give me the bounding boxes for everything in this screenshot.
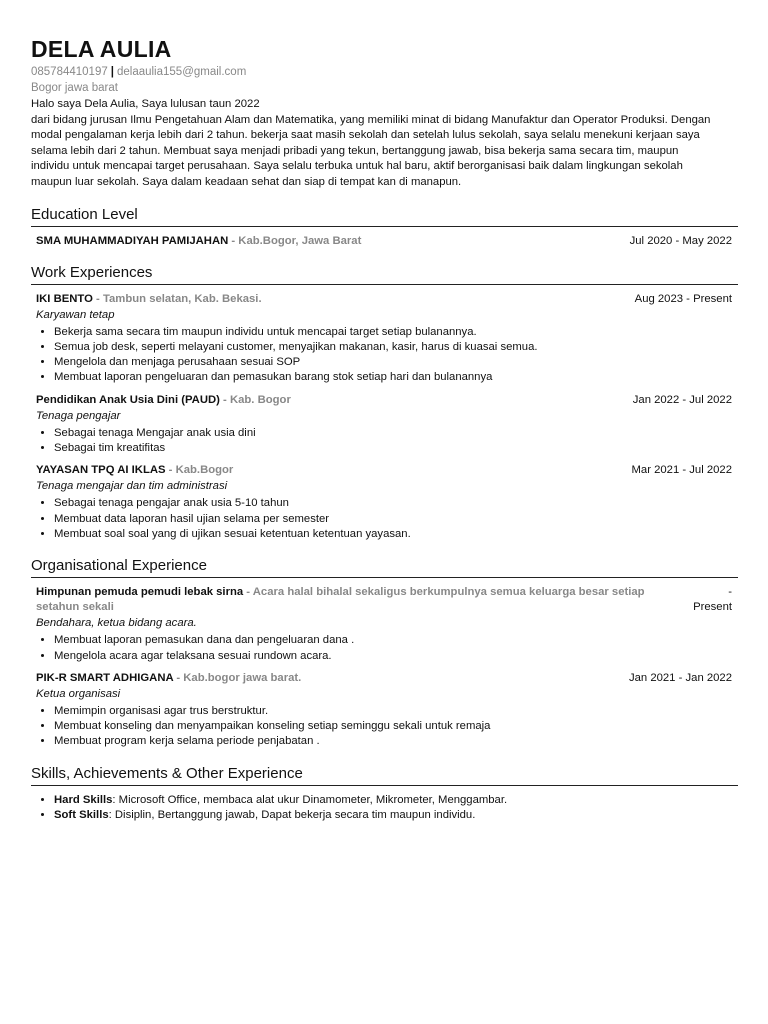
entry-org-line — [36, 585, 676, 615]
entry-org-line — [36, 234, 361, 249]
entry-org-line — [36, 671, 301, 686]
entry-place: - Acara halal bihalal sekaligus berkumpulnya semua keluarga besar setiap setahun sekali — [36, 586, 645, 614]
entry-header — [36, 292, 732, 307]
entry-dates: Aug 2023 - Present — [634, 292, 732, 305]
entry-bullets — [36, 496, 732, 542]
skill-text: : Disiplin, Bertanggung jawab, Dapat bekerja secara tim maupun individu. — [108, 809, 476, 822]
bullet-item: • Mengelola dan menjaga perusahaan sesuai SOP — [54, 355, 732, 370]
organisation-entry — [31, 671, 732, 750]
bullet-item: • Bekerja sama secara tim maupun individu untuk mencapai target setiap bulanannya. — [54, 325, 732, 340]
organisation-entry — [31, 585, 732, 664]
entry-org: IKI BENTO — [36, 292, 93, 305]
skill-label: Soft Skills — [54, 809, 109, 822]
bullet-item: • Membuat program kerja selama periode penjabatan . — [54, 734, 732, 749]
entry-bullets — [36, 704, 732, 750]
skills-entry — [31, 793, 732, 824]
entry-org: SMA MUHAMMADIYAH PAMIJAHAN — [36, 234, 229, 247]
section-title-skills: Skills, Achievements & Other Experience — [31, 765, 738, 786]
summary-line: individu untuk mencapai target perusahaan. Saya selalu terbuka untuk hal baru, aktif berorganisasi baik dalam lingkungan sekolah — [31, 160, 683, 173]
summary-line: selama lebih dari 2 tahun. Membuat saya menjadi pribadi yang tekun, bertanggung jawab, bisa bekerja sama secara tim, maupun — [31, 144, 679, 157]
entry-org-line — [36, 463, 233, 478]
skill-label: Hard Skills — [54, 793, 113, 806]
contact-separator: | — [110, 66, 114, 78]
location: Bogor jawa barat — [31, 82, 118, 94]
skill-item-soft — [54, 808, 732, 823]
candidate-name: DELA AULIA — [31, 36, 172, 62]
entry-role: Tenaga pengajar — [36, 409, 121, 422]
section-title-work: Work Experiences — [31, 264, 738, 285]
entry-role: Tenaga mengajar dan tim administrasi — [36, 480, 228, 493]
entry-dates: Jan 2022 - Jul 2022 — [632, 393, 732, 406]
entry-org: YAYASAN TPQ AI IKLAS — [36, 464, 166, 477]
bullet-item: • Membuat laporan pengeluaran dan pemasukan barang stok setiap hari dan bulanannya — [54, 370, 732, 385]
entry-dates — [693, 585, 732, 615]
contact-line — [31, 64, 732, 80]
entry-dates-dash: - — [728, 586, 732, 599]
entry-dates-end: Present — [693, 601, 732, 614]
bullet-item: • Sebagai tenaga Mengajar anak usia dini — [54, 426, 732, 441]
entry-org-line — [36, 292, 262, 307]
entry-role: Ketua organisasi — [36, 687, 121, 700]
entry-dates: Jul 2020 - May 2022 — [629, 234, 732, 247]
entry-org: PIK-R SMART ADHIGANA — [36, 671, 174, 684]
bullet-item: • Membuat laporan pemasukan dana dan pengeluaran dana . — [54, 633, 732, 648]
entry-dates: Jan 2021 - Jan 2022 — [628, 671, 732, 684]
bullet-item: • Memimpin organisasi agar trus berstruktur. — [54, 704, 732, 719]
work-entry — [31, 393, 732, 457]
entry-header — [36, 463, 732, 478]
entry-header — [36, 585, 732, 615]
email-address[interactable]: delaaulia155@gmail.com — [116, 66, 247, 78]
entry-org: Pendidikan Anak Usia Dini (PAUD) — [36, 393, 220, 406]
bullet-item: • Mengelola acara agar telaksana sesuai rundown acara. — [54, 649, 732, 664]
entry-org: Himpunan pemuda pemudi lebak sirna — [36, 586, 244, 599]
summary-paragraph — [31, 97, 732, 191]
bullet-item: • Membuat data laporan hasil ujian selama per semester — [54, 512, 732, 527]
work-entry — [31, 463, 732, 542]
entry-place: - Kab.Bogor — [165, 464, 234, 477]
summary-line: dari bidang jurusan Ilmu Pengetahuan Alam dan Matematika, yang memiliki minat di bidang Manufaktur dan Operator Produksi. Dengan — [31, 113, 711, 126]
bullet-item: • Membuat konseling dan menyampaikan konseling setiap seminggu sekali untuk remaja — [54, 719, 732, 734]
summary-line: maupun luar sekolah. Saya dalam keadaan sehat dan siap di tempat kan di manapun. — [31, 175, 462, 188]
education-entry — [31, 234, 732, 249]
entry-bullets — [36, 325, 732, 386]
bullet-item: • Semua job desk, seperti melayani customer, menyajikan makanan, kasir, harus di kuasai semua. — [54, 340, 732, 355]
phone-number: 085784410197 — [31, 66, 108, 78]
entry-role: Karyawan tetap — [36, 308, 115, 321]
skill-text: : Microsoft Office, membaca alat ukur Dinamometer, Mikrometer, Menggambar. — [112, 793, 508, 806]
entry-dates: Mar 2021 - Jul 2022 — [631, 464, 732, 477]
entry-place: - Kab. Bogor — [219, 393, 291, 406]
work-entry — [31, 292, 732, 386]
entry-place: - Kab.bogor jawa barat. — [173, 671, 302, 684]
bullet-item: • Sebagai tim kreatifitas — [54, 441, 732, 456]
entry-role: Bendahara, ketua bidang acara. — [36, 617, 197, 630]
entry-place: - Kab.Bogor, Jawa Barat — [228, 234, 362, 247]
bullet-item: • Sebagai tenaga pengajar anak usia 5-10 tahun — [54, 496, 732, 511]
skills-list — [36, 793, 732, 824]
entry-org-line — [36, 393, 291, 408]
bullet-item: • Membuat soal soal yang di ujikan sesuai ketentuan ketentuan yayasan. — [54, 527, 732, 542]
section-title-organisation: Organisational Experience — [31, 557, 738, 578]
entry-header — [36, 671, 732, 686]
entry-place: - Tambun selatan, Kab. Bekasi. — [92, 292, 262, 305]
skill-item-hard — [54, 793, 732, 808]
entry-bullets — [36, 633, 732, 664]
section-title-education: Education Level — [31, 206, 738, 227]
entry-header — [36, 234, 732, 249]
summary-line: Halo saya Dela Aulia, Saya lulusan taun 2022 — [31, 98, 260, 110]
entry-bullets — [36, 426, 732, 457]
entry-header — [36, 393, 732, 408]
summary-line: modal pengalaman kerja lebih dari 2 tahun. bekerja saat masih sekolah dan setelah lulus sekolah, saya selalu menekuni kerjaan saya — [31, 129, 700, 142]
